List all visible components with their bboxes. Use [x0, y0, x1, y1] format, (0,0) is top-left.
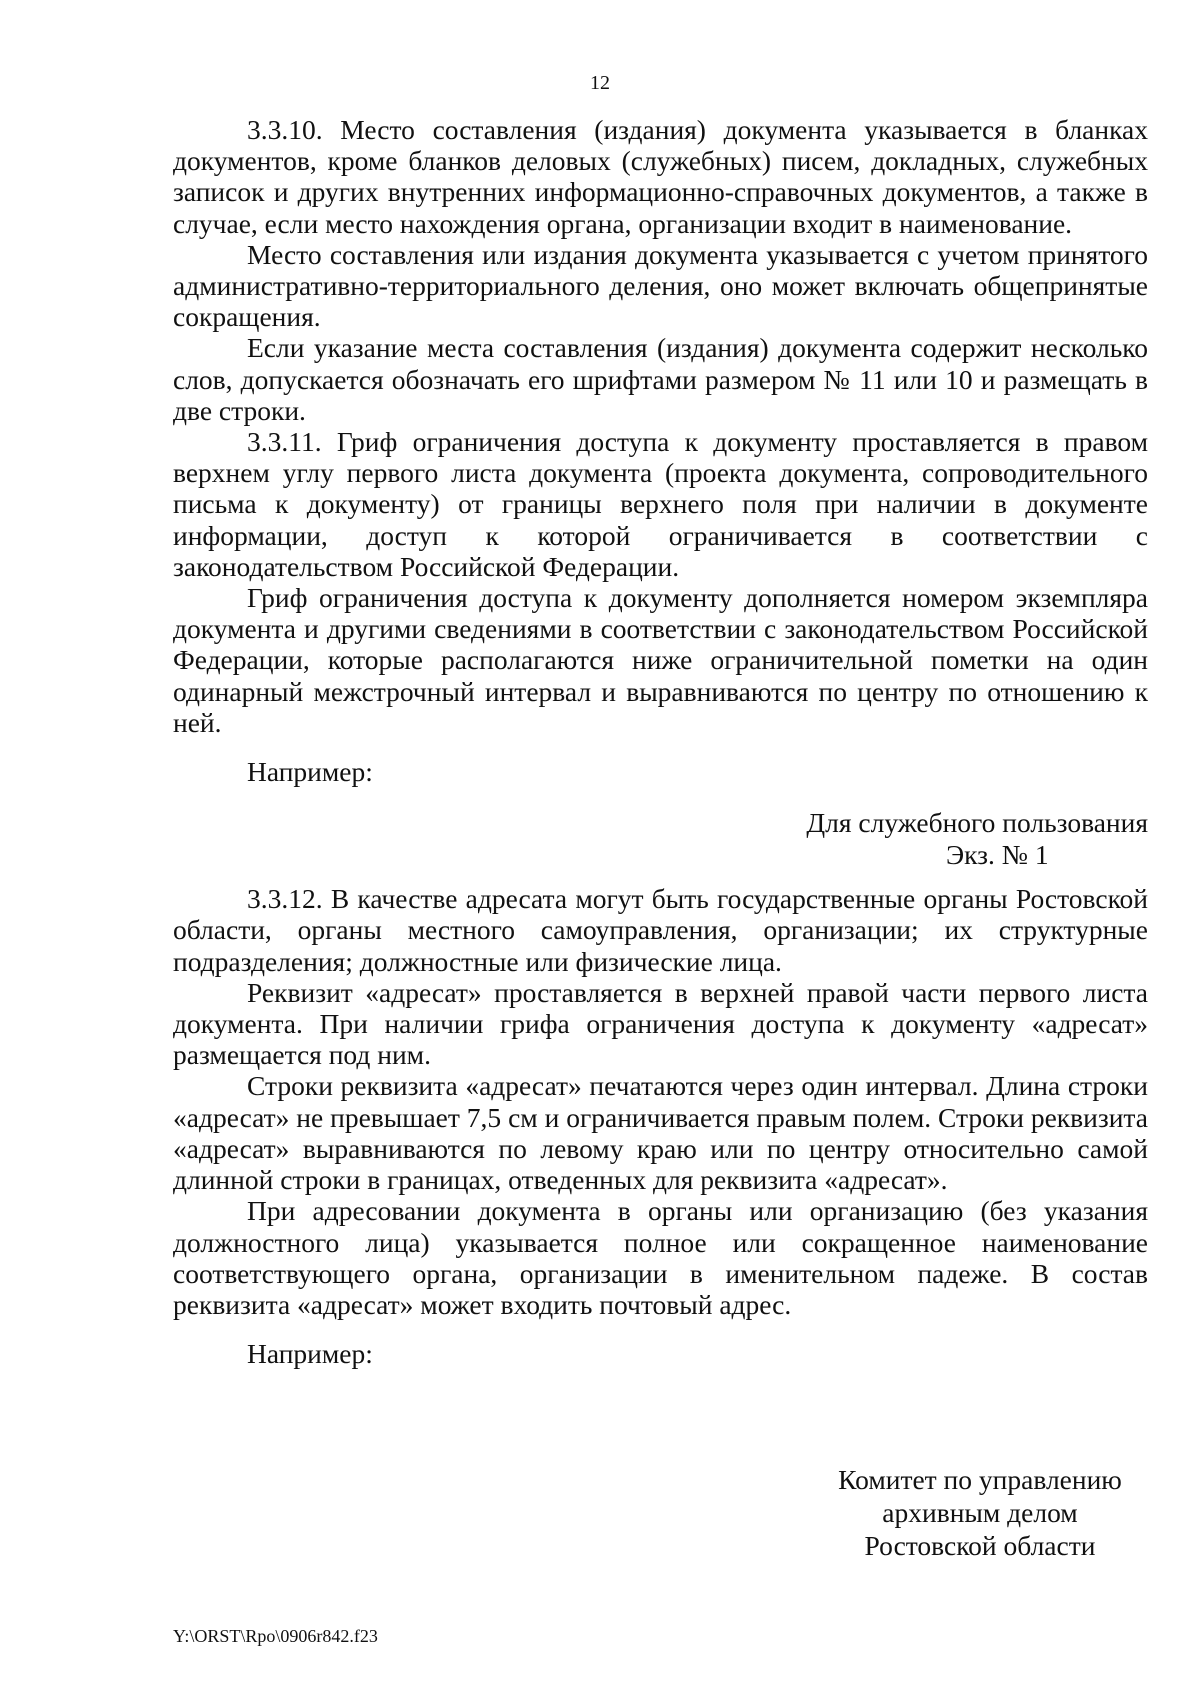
paragraph-place-rules: Место составления или издания документа указывается с учетом принятого административно-территориального деления, оно может включать общепринятые сокращения.: [173, 238, 1148, 333]
paragraph-addressee-organ: При адресовании документа в органы или организацию (без указания должностного лица) указывается полное или сокращенное наименование соответствующего органа, организации в именительном падеже. В состав реквизита «адресат» может входить почтовый адрес.: [173, 1195, 1148, 1320]
addressee-line: архивным делом: [882, 1497, 1078, 1528]
footer-file-path: Y:\ORST\Rpo\0906r842.f23: [173, 1626, 378, 1646]
paragraph-addressee-position: Реквизит «адресат» проставляется в верхней правой части первого листа документа. При наличии грифа ограничения доступа к документу «адресат» размещается под ним.: [173, 976, 1148, 1071]
addressee-example: [820, 1463, 1140, 1562]
grif-example-line2: Экз. № 1: [946, 839, 1049, 871]
addressee-line: Ростовской области: [864, 1530, 1096, 1561]
paragraph-grif-details: Гриф ограничения доступа к документу дополняется номером экземпляра документа и другими сведениями в соответствии с законодательством Российской Федерации, которые располагаются ниже ограничительной пометки на один одинарный межстрочный интервал и выравниваются по центру по отношению к ней.: [173, 582, 1148, 738]
grif-example: [173, 787, 1148, 883]
example-label: Например:: [247, 1338, 373, 1370]
document-body: [173, 114, 1148, 1369]
paragraph-3-3-10: 3.3.10. Место составления (издания) документа указывается в бланках документов, кроме бланков деловых (служебных) писем, докладных, служебных записок и других внутренних информационно-справочных документов, а также в случае, если место нахождения органа, организации входит в наименование.: [173, 114, 1148, 239]
paragraph-addressee-lines: Строки реквизита «адресат» печатаются через один интервал. Длина строки «адресат» не превышает 7,5 см и ограничивается правым полем. Строки реквизита «адресат» выравниваются по левому краю или по центру относительно самой длинной строки в границах, отведенных для реквизита «адресат».: [173, 1070, 1148, 1196]
page-number: 12: [590, 72, 610, 94]
addressee-line: Комитет по управлению: [838, 1464, 1122, 1495]
paragraph-place-font: Если указание места составления (издания) документа содержит несколько слов, допускается обозначать его шрифтами размером № 11 или 10 и размещать в две строки.: [173, 332, 1148, 426]
grif-example-line1: Для служебного пользования: [806, 807, 1148, 839]
paragraph-3-3-12: 3.3.12. В качестве адресата могут быть государственные органы Ростовской области, органы местного самоуправления, организации; их структурные подразделения; должностные или физические лица.: [173, 883, 1148, 977]
example-label: Например:: [247, 756, 373, 788]
paragraph-3-3-11: 3.3.11. Гриф ограничения доступа к документу проставляется в правом верхнем углу первого листа документа (проекта документа, сопроводительного письма к документу) от границы верхнего поля при наличии в документе информации, доступ к которой ограничивается в соответствии с законодательством Российской Федерации.: [173, 426, 1148, 582]
